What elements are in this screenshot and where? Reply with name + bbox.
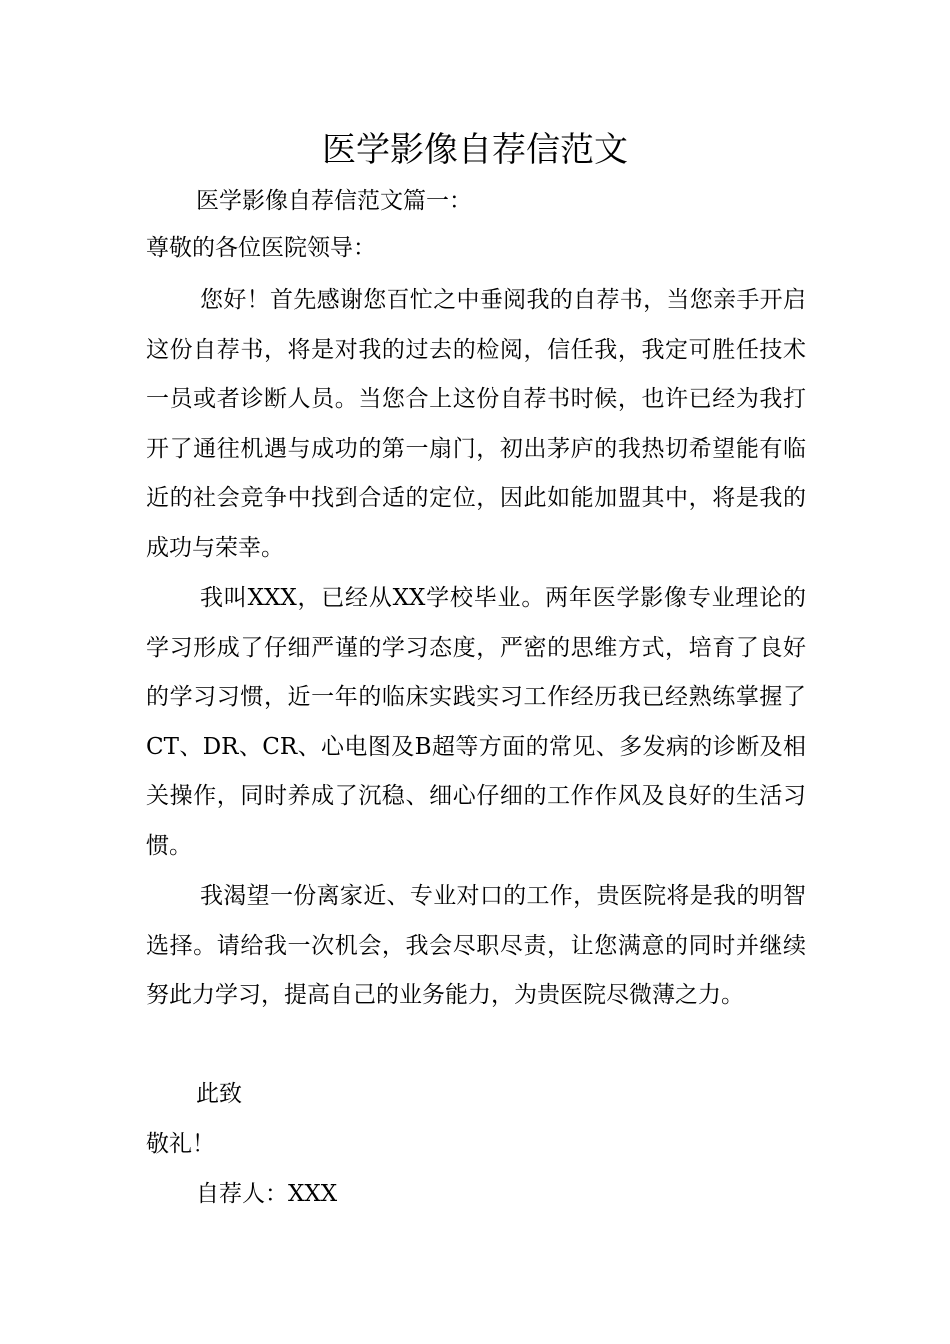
closing-line-2: 敬礼！ — [146, 1131, 215, 1157]
paragraph-1: 您好！首先感谢您百忙之中垂阅我的自荐书，当您亲手开启这份自荐书，将是对我的过去的检阅，信任我，我定可胜任技术一员或者诊断人员。当您合上这份自荐书时候，也许已经为我打开了通往机遇与成功的第一扇门，初出茅庐的我热切希望能有临近的社会竞争中找到合适的定位，因此如能加盟其中，将是我的成功与荣幸。 — [146, 287, 806, 561]
signature: 自荐人：XXX — [196, 1181, 338, 1207]
document-title: 医学影像自荐信范文 — [322, 130, 628, 170]
closing-line-1: 此致 — [196, 1081, 242, 1107]
salutation: 尊敬的各位医院领导： — [146, 235, 376, 261]
document-subtitle: 医学影像自荐信范文篇一： — [196, 188, 472, 214]
paragraph-3: 我渴望一份离家近、专业对口的工作，贵医院将是我的明智选择。请给我一次机会，我会尽职尽责，让您满意的同时并继续努此力学习，提高自己的业务能力，为贵医院尽微薄之力。 — [146, 883, 806, 1009]
paragraph-2: 我叫XXX，已经从XX学校毕业。两年医学影像专业理论的学习形成了仔细严谨的学习态度，严密的思维方式，培育了良好的学习习惯，近一年的临床实践实习工作经历我已经熟练掌握了CT、DR、CR、心电图及B超等方面的常见、多发病的诊断及相关操作，同时养成了沉稳、细心仔细的工作作风及良好的生活习惯。 — [146, 585, 806, 859]
